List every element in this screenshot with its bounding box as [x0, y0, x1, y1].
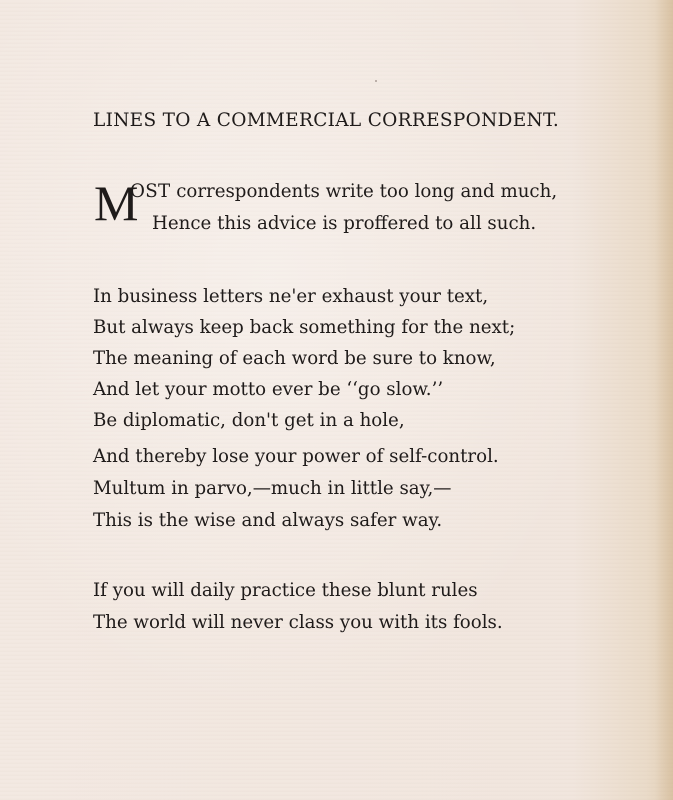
stanza-3-line: If you will daily practice these blunt rules	[93, 580, 478, 601]
stanza-2-line: But always keep back something for the next;	[93, 317, 516, 338]
opening-line-2: Hence this advice is proffered to all such.	[152, 213, 537, 234]
stanza-2-line: The meaning of each word be sure to know,	[93, 348, 496, 369]
stanza-2-line: Be diplomatic, don't get in a hole,	[93, 410, 405, 431]
drop-cap-letter: M	[94, 175, 139, 231]
stanza-2-line: And thereby lose your power of self-control.	[93, 446, 499, 467]
poem-title: LINES TO A COMMERCIAL CORRESPONDENT.	[93, 110, 560, 131]
stanza-2-line: And let your motto ever be ‘‘go slow.’’	[93, 379, 444, 400]
paper-speck	[375, 80, 377, 82]
opening-line-1-text: correspondents write too long and much,	[170, 181, 558, 202]
opening-first-word: OST	[130, 181, 171, 202]
stanza-2-line: Multum in parvo,—much in little say,—	[93, 478, 452, 499]
stanza-3-line: The world will never class you with its fools.	[93, 612, 503, 633]
stanza-2-line: This is the wise and always safer way.	[93, 510, 443, 531]
stanza-2-line: In business letters ne'er exhaust your text,	[93, 286, 489, 307]
page-edge-shading	[655, 0, 673, 800]
opening-line-1	[130, 181, 557, 202]
